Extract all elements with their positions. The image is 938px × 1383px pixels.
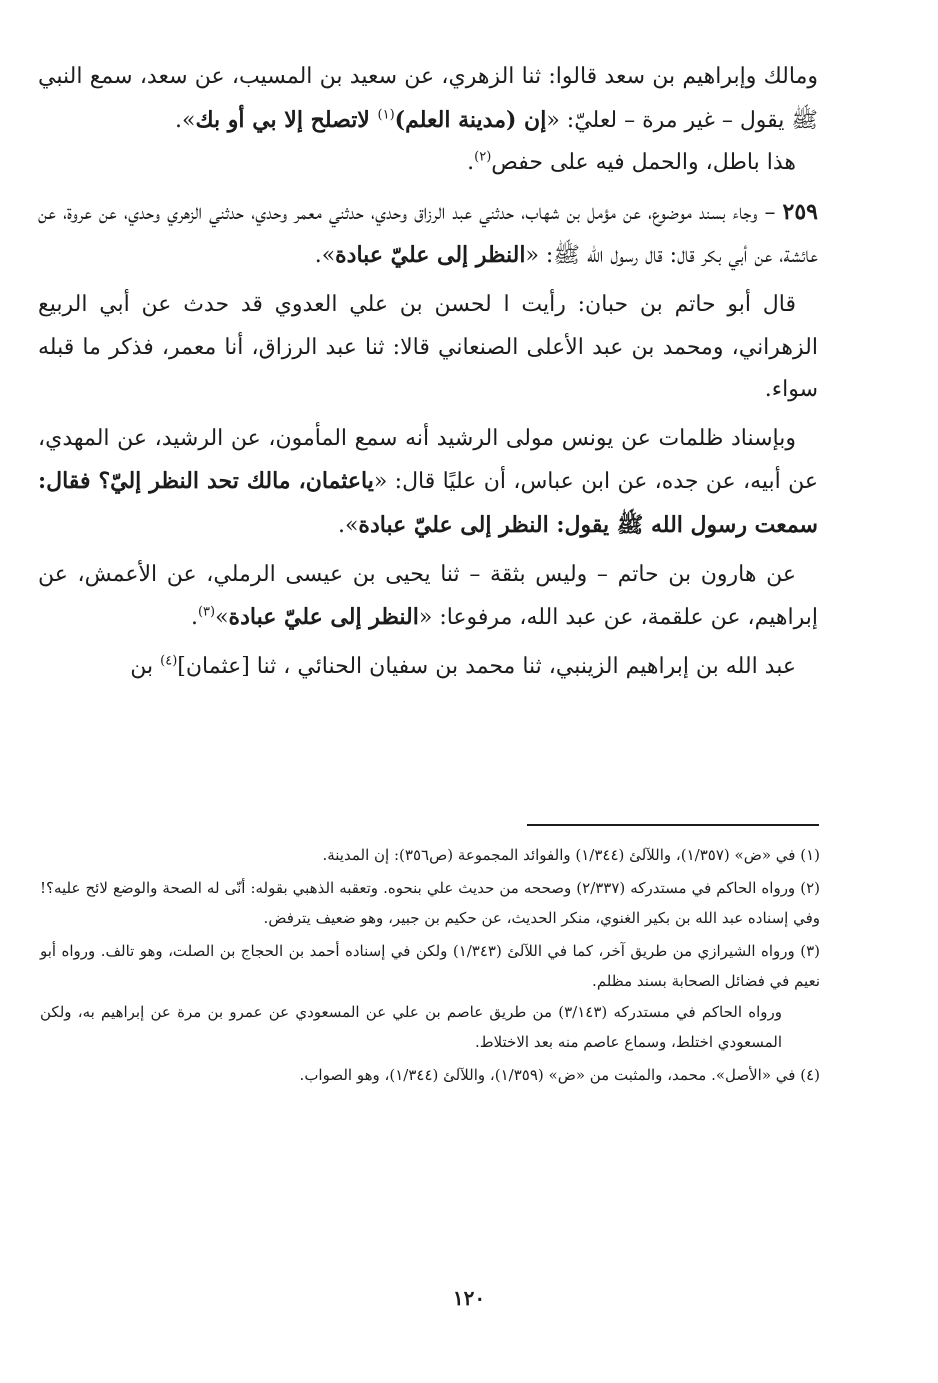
footnotes [40, 840, 820, 1090]
paragraph-1-line-2: النبي ﷺ يقول – غير مرة – لعليّ: «إن (مدينة العلم)$^{(١)}$ لاتصلح إلا بي أو بك». [38, 64, 818, 133]
paragraph-1-line-3: هذا باطل، والحمل فيه على حفص$^{(٢)}$. [467, 149, 796, 176]
paragraph-259: ٢٥٩ – وجاء بسند موضوع، عن مؤمل بن شهاب، حدثني عبد الرزاق وحدي، حدثني معمر وحدي، حدثني الزهري وحدي، عن عروة، عن عائشة، عن أبي بكر قال: قال رسول الله ﷺ: «النظر إلى عليّ عبادة». [38, 198, 818, 269]
main-text [38, 56, 818, 688]
hadith-text-bold: النظر إلى عليّ عبادة [228, 604, 419, 631]
footnote-2: (٢) ورواه الحاكم في مستدركه (٢/٣٣٧) وصححه من حديث علي بنحوه. وتعقبه الذهبي بقوله: أنّى له الصحة والوضع لائح عليه؟! وفي إسناده عبد الله بن بكير الغنوي، منكر الحديث، عن حكيم بن جبير، وهو ضعيف يترفض. [40, 878, 820, 927]
footnote-3: (٣) ورواه الشيرازي من طريق آخر، كما في اللآلئ (١/٣٤٣) ولكن في إسناده أحمد بن الحجاج بن الصلت، وهو تالف. ورواه أبو نعيم في فضائل الصحابة بسند مظلم. [40, 941, 820, 990]
footnote-4: (٤) في «الأصل». محمد، والمثبت من «ض» (١/٣٥٩)، واللآلئ (١/٣٤٤)، وهو الصواب. [299, 1065, 820, 1084]
hadith-text-bold: ياعثمان، مالك تحد النظر إليّ؟ فقال: سمعت رسول الله ﷺ يقول: النظر إلى عليّ عبادة [38, 468, 818, 538]
hadith-number: ٢٥٩ [782, 198, 818, 225]
page-number: ١٢٠ [452, 1286, 486, 1310]
footnote-ref-4[interactable]: (٤) [160, 653, 178, 669]
footnote-divider [527, 824, 819, 826]
paragraph-3: قال أبو حاتم بن حبان: رأيت ا لحسن بن علي العدوي قد حدث عن أبي الربيع الزهراني، ومحمد بن عبد الأعلى الصنعاني قالا: ثنا عبد الرزاق، أنا معمر، فذكر ما قبله سواء. [38, 291, 818, 403]
paragraph-6: عبد الله بن إبراهيم الزينبي، ثنا محمد بن سفيان الحنائي ، ثنا [عثمان]$^{(٤)}$ بن [130, 653, 796, 679]
hadith-text-bold: إن (مدينة العلم) [394, 106, 547, 133]
hadith-text-bold: النظر إلى عليّ عبادة [335, 242, 526, 269]
paragraph-5: عن هارون بن حاتم – وليس بثقة – ثنا يحيى بن عيسى الرملي، عن الأعمش، عن إبراهيم، عن علقمة، عن عبد الله، مرفوعا: «النظر إلى عليّ عبادة»$^{(٣)}$. [38, 561, 818, 631]
paragraph-4: وبإسناد ظلمات عن يونس مولى الرشيد أنه سمع المأمون، عن الرشيد، عن المهدي، عن أبيه، عن جده، عن ابن عباس، أن عليًا قال: «ياعثمان، مالك تحد النظر إليّ؟ فقال: سمعت رسول الله ﷺ يقول: النظر إلى عليّ عبادة». [38, 425, 818, 538]
paragraph-1 [38, 56, 818, 185]
footnote-ref-1[interactable]: (١) [377, 107, 395, 123]
paragraph-1-line-1: ومالك وإبراهيم بن سعد قالوا: ثنا الزهري، عن سعيد بن المسيب، عن سعد، سمع [89, 64, 818, 89]
footnote-1: (١) في «ض» (١/٣٥٧)، واللآلئ (١/٣٤٤) والفوائد المجموعة (ص٣٥٦): إن المدينة. [322, 846, 820, 864]
footnote-ref-2[interactable]: (٢) [474, 149, 492, 165]
hadith-text-bold: لاتصلح إلا بي أو بك [195, 106, 378, 133]
footnote-ref-3[interactable]: (٣) [197, 604, 216, 620]
footnote-3-continued: ورواه الحاكم في مستدركه (٣/١٤٣) من طريق عاصم بن علي عن المسعودي عن عمرو بن مرة عن إبراهيم به، ولكن المسعودي اختلط، وسماع عاصم منه بعد الاختلاط. [40, 1002, 783, 1051]
